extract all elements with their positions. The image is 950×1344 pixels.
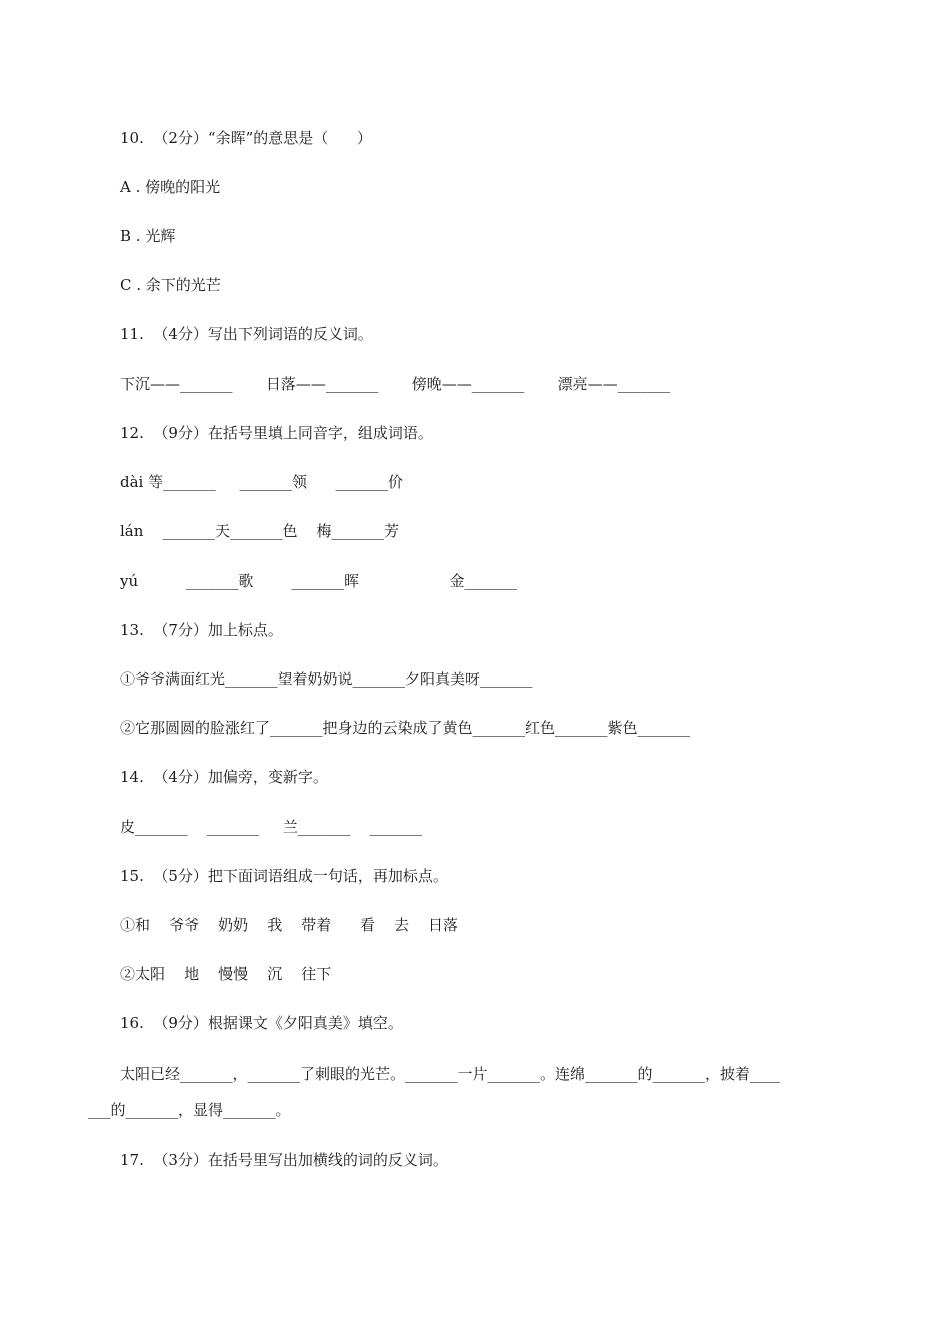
question-17: 17. （3分）在括号里写出加横线的词的反义词。	[120, 1151, 448, 1169]
option-10-a: A . 傍晚的阳光	[120, 178, 221, 196]
question-13: 13. （7分）加上标点。	[120, 621, 283, 639]
question-16-passage-1: 太阳已经_______，_______了刺眼的光芒。_______一片_______。连绵_______的_______，披着____	[120, 1065, 781, 1083]
question-10: 10. （2分）“余晖”的意思是（ ）	[120, 129, 372, 147]
question-15: 15. （5分）把下面词语组成一句话，再加标点。	[120, 867, 448, 885]
question-14: 14. （4分）加偏旁，变新字。	[120, 768, 328, 786]
question-12-lan: lán _______天_______色 梅_______芳	[120, 522, 400, 540]
question-12: 12. （9分）在括号里填上同音字，组成词语。	[120, 424, 433, 442]
question-13-item-1: ①爷爷满面红光_______望着奶奶说_______夕阳真美呀_______	[120, 670, 533, 688]
question-15-item-1: ①和 爷爷 奶奶 我 带着 看 去 日落	[120, 916, 459, 934]
question-15-item-2: ②太阳 地 慢慢 沉 往下	[120, 965, 332, 983]
question-16: 16. （9分）根据课文《夕阳真美》填空。	[120, 1014, 403, 1032]
option-10-b: B . 光辉	[120, 227, 176, 245]
question-16-passage-2: ___的_______，显得_______。	[88, 1101, 291, 1119]
question-11-blanks: 下沉——_______ 日落——_______ 傍晚——_______ 漂亮——_______	[120, 375, 671, 393]
question-13-item-2: ②它那圆圆的脸涨红了_______把身边的云染成了黄色_______红色_______紫色_______	[120, 719, 691, 737]
question-12-dai: dài 等_______ _______领 _______价	[120, 473, 404, 491]
option-10-c: C . 余下的光芒	[120, 276, 221, 294]
question-11: 11. （4分）写出下列词语的反义词。	[120, 325, 373, 343]
question-12-yu: yú _______歌 _______晖 金_______	[120, 572, 518, 590]
question-14-blanks: 皮_______ _______ 兰_______ _______	[120, 818, 422, 836]
